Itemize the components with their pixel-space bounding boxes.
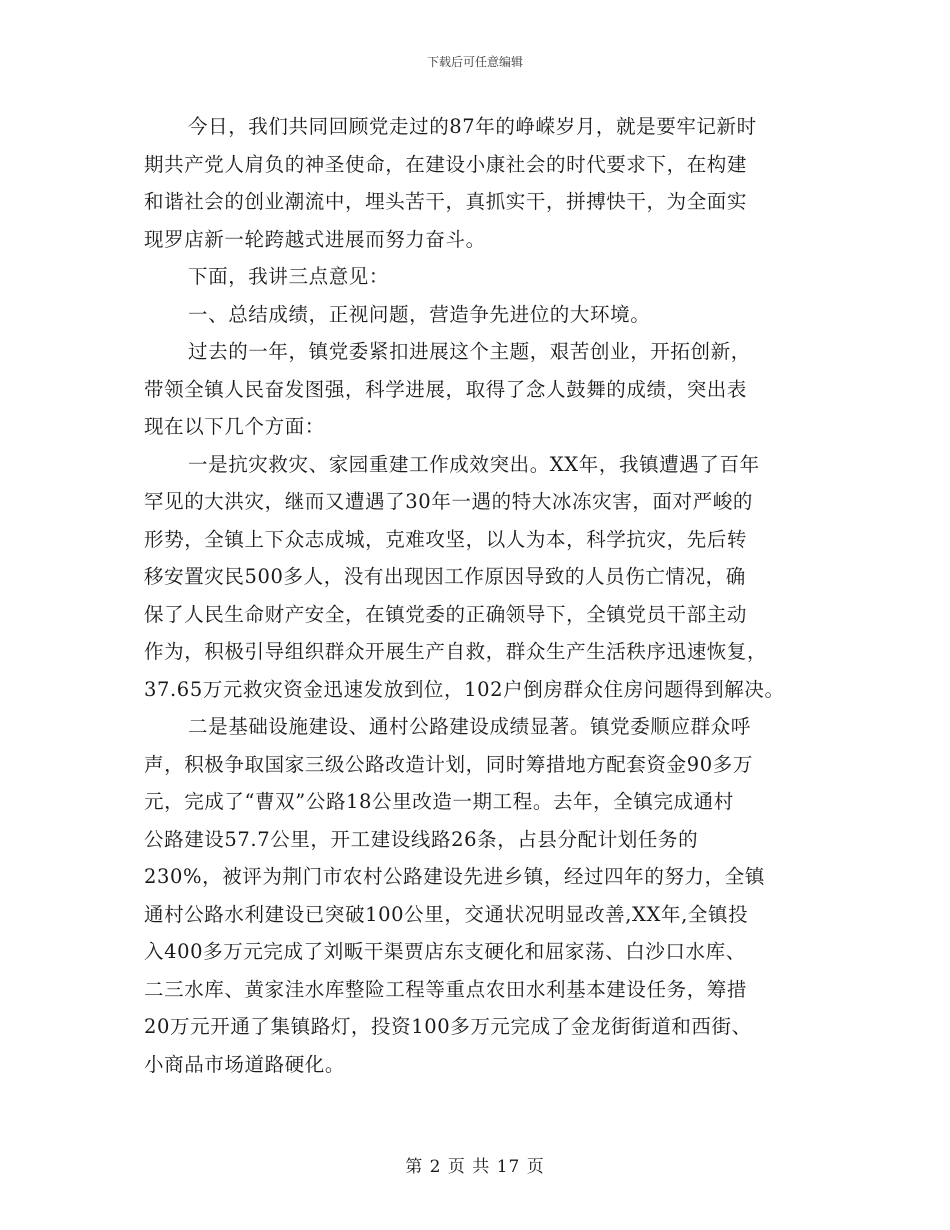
paragraph-line: 20万元开通了集镇路灯，投资100多万元完成了金龙街街道和西街、: [144, 1015, 752, 1038]
paragraph-line: 现在以下几个方面：: [144, 415, 325, 438]
paragraph-line: 带领全镇人民奋发图强，科学进展，取得了念人鼓舞的成绩，突出表: [144, 377, 748, 401]
paragraph-line: 元，完成了“曹双”公路18公里改造一期工程。去年，全镇完成通村: [144, 790, 734, 813]
paragraph-line: 期共产党人肩负的神圣使命，在建设小康社会的时代要求下，在构建: [144, 152, 748, 176]
paragraph-line: 二三水库、黄家洼水库整险工程等重点农田水利基本建设任务，筹措: [144, 977, 748, 1001]
paragraph-line: 和谐社会的创业潮流中，埋头苦干，真抓实干，拼搏快干，为全面实: [144, 190, 748, 213]
paragraph-line: 声，积极争取国家三级公路改造计划，同时筹措地方配套资金90多万: [144, 752, 753, 776]
paragraph-line: 下面，我讲三点意见：: [188, 265, 390, 288]
paragraph-line: 现罗店新一轮跨越式进展而努力奋斗。: [144, 227, 486, 251]
paragraph-line: 小商品市场道路硬化。: [144, 1052, 346, 1076]
paragraph-line: 公路建设57.7公里，开工建设线路26条，占县分配计划任务的: [144, 827, 699, 851]
paragraph-line: 一是抗灾救灾、家园重建工作成效突出。XX年，我镇遭遇了百年: [188, 452, 760, 476]
paragraph-line: 移安置灾民500多人，没有出现因工作原因导致的人员伤亡情况，确: [144, 565, 746, 588]
paragraph-line: 230%，被评为荆门市农村公路建设先进乡镇，经过四年的努力，全镇: [144, 865, 765, 888]
page-number: 第 2 页 共 17 页: [405, 1157, 545, 1177]
paragraph-line: 今日，我们共同回顾党走过的87年的峥嵘岁月，就是要牢记新时: [188, 115, 757, 138]
paragraph-line: 形势，全镇上下众志成城，克难攻坚，以人为本，科学抗灾，先后转: [144, 527, 748, 551]
paragraph-line: 二是基础设施建设、通村公路建设成绩显著。镇党委顺应群众呼: [188, 715, 751, 738]
paragraph-line: 通村公路水利建设已突破100公里，交通状况明显改善,XX年,全镇投: [144, 902, 749, 926]
paragraph-line: 37.65万元救灾资金迅速发放到位，102户倒房群众住房问题得到解决。: [144, 677, 785, 701]
paragraph-line: 罕见的大洪灾，继而又遭遇了30年一遇的特大冰冻灾害，面对严峻的: [144, 490, 753, 513]
document-body: [144, 108, 824, 1083]
paragraph-line: 保了人民生命财产安全，在镇党委的正确领导下，全镇党员干部主动: [144, 602, 748, 626]
paragraph-line: 过去的一年，镇党委紧扣进展这个主题，艰苦创业，开拓创新，: [188, 340, 751, 363]
section-heading: 一、总结成绩，正视问题，营造争先进位的大环境。: [188, 302, 651, 326]
paragraph-line: 作为，积极引导组织群众开展生产自救，群众生产生活秩序迅速恢复，: [144, 640, 768, 663]
page-header: 下载后可任意编辑: [426, 55, 523, 69]
paragraph-line: 入400多万元完成了刘畈干渠贾店东支硬化和屈家荡、白沙口水库、: [144, 940, 746, 963]
